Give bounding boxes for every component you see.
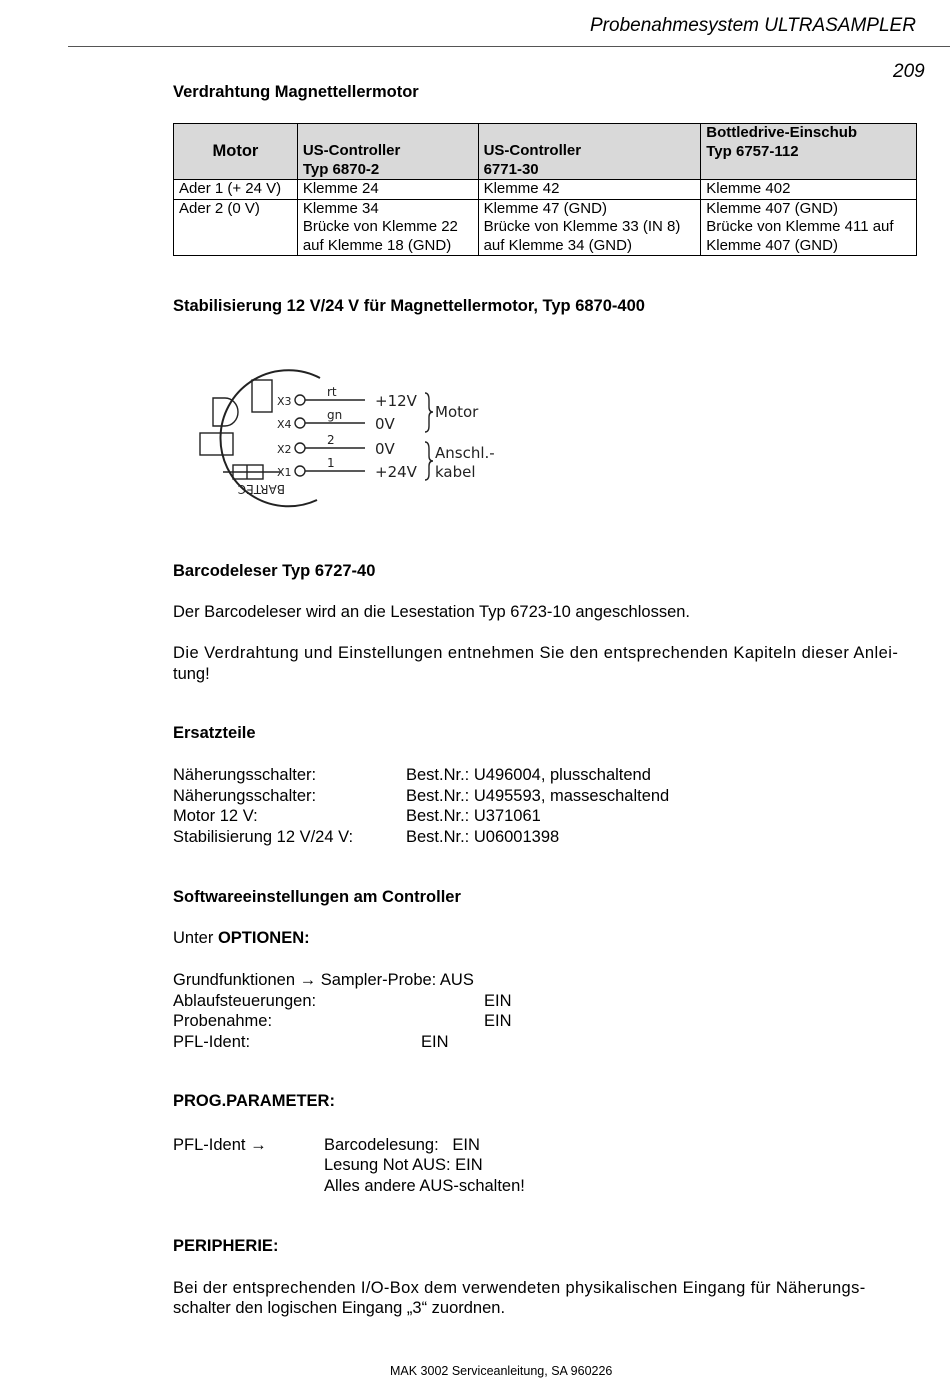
component-box <box>252 380 272 412</box>
header-cell-motor: Motor <box>174 124 298 180</box>
table-cell <box>478 199 701 256</box>
terminal-row <box>277 408 396 433</box>
setting-label: PFL-Ident: <box>173 1033 251 1051</box>
prog-setting-line: Barcodelesung: EIN <box>324 1136 480 1154</box>
table-cell: Klemme 42 <box>478 180 701 200</box>
component-box <box>200 433 233 455</box>
header-line: Typ 6757-112 <box>706 142 799 160</box>
terminal-row <box>277 433 396 458</box>
table-header-row <box>174 124 917 180</box>
terminal-label: X3 <box>277 395 292 408</box>
prog-label: PFL-Ident <box>173 1136 246 1154</box>
setting-label: Ablaufsteuerungen: <box>173 992 317 1010</box>
table-cell <box>297 199 478 256</box>
cell-line: Brücke von Klemme 33 (IN 8) <box>483 218 681 235</box>
options-line <box>173 928 310 949</box>
terminal-label: X4 <box>277 418 292 431</box>
paragraph-barcode-connection: Der Barcodeleser wird an die Lesestation Typ 6723-10 angeschlossen. <box>173 603 691 621</box>
brace-cable <box>425 442 433 480</box>
brace-motor <box>425 393 433 432</box>
cell-line: auf Klemme 18 (GND) <box>302 236 452 254</box>
stabilizer-wiring-diagram <box>185 360 545 525</box>
header-line: US-Controller <box>483 142 582 159</box>
header-cell-us-controller-6870 <box>297 124 478 180</box>
arrow-icon: → <box>299 971 317 989</box>
group-label-cable-1: Anschl.- <box>435 444 495 462</box>
page-number: 209 <box>893 61 925 82</box>
setting-label: Probenahme: <box>173 1012 273 1030</box>
table-cell <box>701 199 917 256</box>
cell-line: Klemme 34 <box>302 199 379 217</box>
arrow-icon: → <box>250 1136 267 1154</box>
running-header-title: Probenahmesystem ULTRASAMPLER <box>590 15 916 36</box>
options-label: OPTIONEN: <box>217 929 310 947</box>
table-cell: Ader 2 (0 V) <box>174 199 298 256</box>
voltage-label: +12V <box>375 392 417 410</box>
cell-line: Brücke von Klemme 411 auf <box>706 218 894 235</box>
header-line: US-Controller <box>302 142 401 159</box>
spare-part-label: Motor 12 V: <box>173 807 258 825</box>
table-cell: Ader 1 (+ 24 V) <box>174 180 298 200</box>
wire-label: gn <box>327 408 343 422</box>
prog-label-line <box>173 1135 267 1156</box>
header-cell-us-controller-6771 <box>478 124 701 180</box>
voltage-label: 0V <box>375 415 395 433</box>
wire-label: 2 <box>327 433 335 447</box>
terminal-label: X2 <box>277 443 292 456</box>
setting-value: EIN <box>421 1033 449 1051</box>
spare-part-value: Best.Nr.: U496004, plusschaltend <box>406 766 651 784</box>
prog-setting-line: Alles andere AUS-schalten! <box>324 1177 525 1195</box>
cell-line: auf Klemme 34 (GND) <box>483 236 632 254</box>
section-heading-software: Softwareeinstellungen am Controller <box>173 888 461 906</box>
header-cell-bottledrive <box>701 124 917 180</box>
cell-line: Klemme 407 (GND) <box>706 199 838 217</box>
header-rule <box>68 46 950 47</box>
grundfunktionen-label: Grundfunktionen <box>173 971 296 989</box>
spare-part-label: Näherungsschalter: <box>173 766 317 784</box>
peripherie-paragraph-line2: schalter den logischen Eingang „3“ zuordnen. <box>173 1299 506 1317</box>
spare-part-value: Best.Nr.: U371061 <box>406 807 541 825</box>
header-line: Typ 6870-2 <box>302 160 380 178</box>
peripherie-paragraph-line1: Bei der entsprechenden I/O-Box dem verwendeten physikalischen Eingang für Näherungs- <box>173 1279 866 1297</box>
voltage-label: +24V <box>375 463 417 481</box>
section-heading-spare-parts: Ersatzteile <box>173 724 256 742</box>
wire-label: 1 <box>327 456 335 470</box>
section-heading-wiring: Verdrahtung Magnettellermotor <box>173 83 419 101</box>
setting-value: EIN <box>484 992 512 1010</box>
section-heading-prog-parameter: PROG.PARAMETER: <box>173 1092 335 1110</box>
prog-setting-line: Lesung Not AUS: EIN <box>324 1156 483 1174</box>
wire-label: rt <box>327 385 337 399</box>
table-row <box>174 180 917 200</box>
paragraph-barcode-wiring-line1: Die Verdrahtung und Einstellungen entnehmen Sie den entsprechenden Kapiteln dieser Anlei- <box>173 644 899 662</box>
cell-line: Brücke von Klemme 22 <box>302 218 458 235</box>
setting-value: EIN <box>484 1012 512 1030</box>
section-heading-peripherie: PERIPHERIE: <box>173 1237 279 1255</box>
voltage-label: 0V <box>375 440 395 458</box>
table-cell: Klemme 402 <box>701 180 917 200</box>
terminal-label: X1 <box>277 466 292 479</box>
options-prefix: Unter <box>173 929 218 947</box>
grundfunktionen-line <box>173 970 474 991</box>
cell-line: Klemme 407 (GND) <box>706 236 838 254</box>
wiring-table <box>173 123 917 256</box>
table-cell: Klemme 24 <box>297 180 478 200</box>
page-footer: MAK 3002 Serviceanleitung, SA 960226 <box>390 1364 613 1378</box>
table-row <box>174 199 917 256</box>
brand-logo-mirrored: BARTEC <box>237 482 285 496</box>
section-heading-stabilization: Stabilisierung 12 V/24 V für Magnettellermotor, Typ 6870-400 <box>173 297 645 315</box>
grundfunktionen-value: Sampler-Probe: AUS <box>320 971 474 989</box>
spare-part-value: Best.Nr.: U06001398 <box>406 827 560 846</box>
paragraph-barcode-wiring-line2: tung! <box>173 665 210 683</box>
header-line: Bottledrive-Einschub <box>706 124 858 141</box>
header-line: 6771-30 <box>483 160 539 178</box>
spare-part-value: Best.Nr.: U495593, masseschaltend <box>406 786 670 805</box>
spare-part-label: Stabilisierung 12 V/24 V: <box>173 827 354 846</box>
group-label-cable-2: kabel <box>435 463 476 481</box>
group-label-motor: Motor <box>435 403 479 421</box>
cell-line: Klemme 47 (GND) <box>483 199 607 217</box>
terminal-row <box>277 456 418 481</box>
spare-part-label: Näherungsschalter: <box>173 786 317 805</box>
section-heading-barcode: Barcodeleser Typ 6727-40 <box>173 562 376 580</box>
terminal-row <box>277 385 418 410</box>
